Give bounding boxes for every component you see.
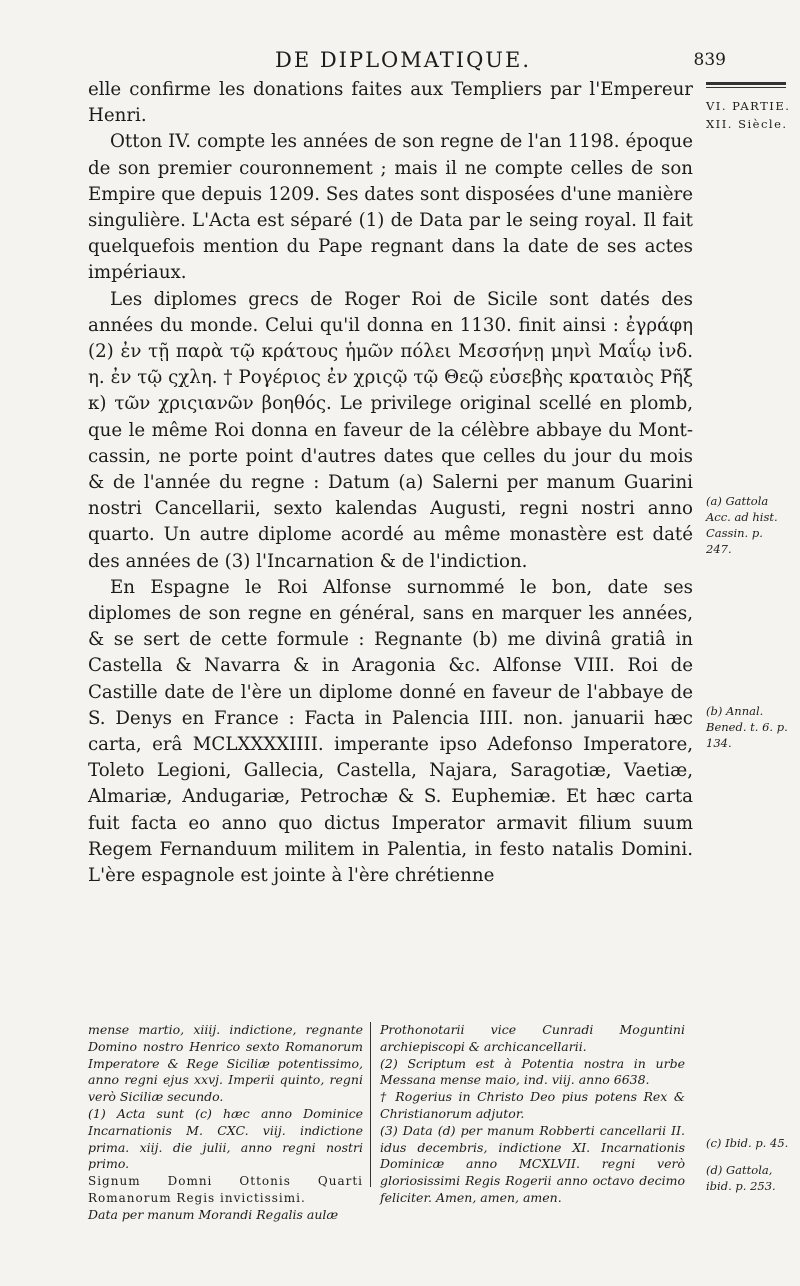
margin-rule	[706, 82, 786, 85]
footnote: Data per manum Morandi Regalis aulæ	[88, 1206, 339, 1222]
footnote: Prothonotarii vice Cunradi Moguntini archiepiscopi & archicancellarii.	[380, 1022, 685, 1054]
running-title: DE DIPLOMATIQUE.	[274, 48, 531, 72]
page-header	[88, 48, 726, 74]
footnotes-left	[88, 1022, 363, 1224]
margin-note-a: (a) Gattola Acc. ad hist. Cassin. p. 247.	[706, 494, 778, 556]
paragraph: elle confirme les donations faites aux Templiers par l'Empereur Henri.	[88, 79, 693, 127]
footnote: mense martio, xiiij. indictione, regnante Domino nostro Henrico sexto Romanorum Imperatore & Rege Siciliæ potentissimo, anno regni ejus xxvj. Imperii quinto, regni verò Siciliæ secundo.	[88, 1022, 363, 1105]
part-label: VI. PARTIE.	[706, 99, 791, 113]
footnote: (2) Scriptum est à Potentia nostra in urbe Messana mense maio, ind. viij. anno 6638.	[380, 1055, 685, 1088]
footnote: † Rogerius in Christo Deo pius potens Rex & Christianorum adjutor.	[380, 1089, 685, 1121]
paragraph: Otton IV. compte les années de son regne de l'an 1198. époque de son premier couronnement ; mais il ne compte celles de son Empire que depuis 1209. Ses dates sont disposées d'une manière singulière. L'Acta est séparé (1) de Data par le seing royal. Il fait quelquefois mention du Pape regnant dans la date de ses actes impériaux.	[88, 131, 693, 284]
margin-note-d: (d) Gattola, ibid. p. 253.	[706, 1163, 776, 1193]
margin-note-c: (c) Ibid. p. 45.	[706, 1136, 789, 1150]
margin-running-head	[706, 97, 790, 133]
footnote: Signum Domni Ottonis Quarti Romanorum Regis invictissimi.	[88, 1174, 363, 1205]
main-text	[88, 77, 693, 889]
footnote: (3) Data (d) per manum Robberti cancellarii II. idus decembris, indictione XI. Incarnationis Dominicæ anno MCXLVII. regni verò gloriosissimi Regis Rogerii anno octavo decimo feliciter. Amen, amen, amen.	[380, 1122, 685, 1205]
footnotes-right	[380, 1022, 685, 1207]
margin-note-b: (b) Annal. Bened. t. 6. p. 134.	[706, 704, 788, 750]
page-number: 839	[693, 50, 726, 70]
century-label: XII. Siècle.	[706, 117, 788, 131]
margin-rule-thin	[706, 87, 786, 88]
footnote: (1) Acta sunt (c) hæc anno Dominice Incarnationis M. CXC. viij. indictione prima. xiij. die julii, anno regni nostri primo.	[88, 1105, 363, 1172]
footnote-divider	[370, 1022, 372, 1187]
paragraph: Les diplomes grecs de Roger Roi de Sicile sont datés des années du monde. Celui qu'il donna en 1130. finit ainsi : ἐγράφη (2) ἐν τῇ παρὰ τῷ κράτους ἡμῶν πόλει Μεσσήνῃ μηνὶ Μαΐῳ ἰνδ. η. ἐν τῷ ςχλη. † Ρογέριος ἐν χριςῷ τῷ Θεῷ εὐσεβὴς κραταιὸς Ρῆξ κ) τῶν χριςιανῶν βοηθός. Le privilege original scellé en plomb, que le même Roi donna en faveur de la célèbre abbaye du Mont-cassin, ne porte point d'autres dates que celles du jour du mois & de l'année du regne : Datum (a) Salerni per manum Guarini nostri Cancellarii, sexto kalendas Augusti, regni nostri anno quarto. Un autre diplome acordé au même monastère est daté des années de (3) l'Incarnation & de l'indiction.	[88, 288, 693, 572]
paragraph: En Espagne le Roi Alfonse surnommé le bon, date ses diplomes de son regne en général, sans en marquer les années, & se sert de cette formule : Regnante (b) me divinâ gratiâ in Castella & Navarra & in Aragonia &c. Alfonse VIII. Roi de Castille date de l'ère un diplome donné en faveur de l'abbaye de S. Denys en France : Facta in Palencia IIII. non. januarii hæc carta, erâ MCLXXXXIIII. imperante ipso Adefonso Imperatore, Toleto Legioni, Gallecia, Castella, Najara, Saragotiæ, Vaetiæ, Almariæ, Andugariæ, Petrochæ & S. Euphemiæ. Et hæc carta fuit facta eo anno quo dictus Imperator armavit filium suum Regem Fernanduum militem in Palentia, in festo natalis Domini. L'ère espagnole est jointe à l'ère chrétienne	[88, 576, 693, 887]
